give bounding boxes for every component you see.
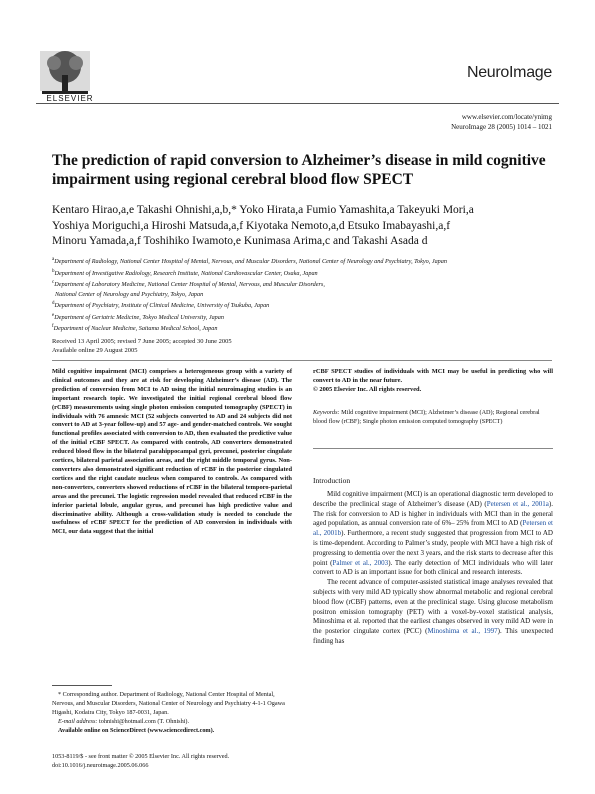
- authors-line: Kentaro Hirao,a,e Takashi Ohnishi,a,b,* Yoko Hirata,a Fumio Yamashita,a Takeyuki Mori,a: [52, 204, 474, 216]
- affiliations: [52, 255, 567, 334]
- journal-name: NeuroImage: [466, 64, 552, 81]
- affiliation: National Center of Neurology and Psychiatry, Tokyo, Japan: [55, 290, 204, 298]
- paragraph-text: ). The early detection of MCI individuals who will later convert to AD is an important issue for both clinical and research interests.: [313, 558, 553, 577]
- abstract-rule: [52, 360, 552, 361]
- citation-link[interactable]: Petersen et al., 2001a: [486, 499, 549, 508]
- affiliation: $^d$Department of Psychiatry, Institute of Clinical Medicine, University of Tsukuba, Japan: [52, 301, 270, 310]
- issn-line: 1053-8119/$ - see front matter © 2005 Elsevier Inc. All rights reserved.: [52, 753, 230, 760]
- affiliation-marker: a: [52, 257, 55, 262]
- email-label: E-mail address:: [58, 718, 98, 725]
- issn-block: [52, 752, 229, 770]
- online-date: Available online 29 August 2005: [52, 347, 138, 354]
- footnote: [52, 690, 292, 735]
- authors-line: Minoru Yamada,a,f Toshihiko Iwamoto,e Kunimasa Arima,c and Takashi Asada d: [52, 235, 428, 247]
- abstract-continued: rCBF SPECT studies of individuals with MCI may be useful in predicting who will convert to AD in the near future.: [313, 368, 553, 384]
- keywords-label: Keywords:: [313, 409, 340, 416]
- article-dates: [52, 337, 232, 355]
- intro-paragraph: [313, 578, 553, 647]
- paragraph-text: ). The risk for conversion to AD is higher in individuals with MCI than in the general aged population, as annual conversion rate of 6%– 25% from MCI to AD (: [313, 499, 553, 528]
- affiliation: $^b$Department of Investigative Radiology, Research Institute, National Cardiovascular Center, Osaka, Japan: [52, 268, 318, 277]
- paragraph-text: ). This unexpected finding has: [313, 627, 553, 645]
- affiliation: $^a$Department of Radiology, National Center Hospital of Mental, Nervous, and Muscular Disorders, National Center of Neurology and Psychiatry, Tokyo, Japan: [52, 257, 447, 266]
- corresponding-author: * Corresponding author. Department of Radiology, National Center Hospital of Mental, Nervous, and Muscular Disorders, National Center of Neurology and Psychiatry 4-1-1 Ogawa Higashi, Kodaira City, Tokyo 187-0031, Japan.: [52, 691, 285, 716]
- header-rule: [36, 103, 559, 104]
- keywords: [313, 408, 553, 426]
- affiliation-marker: e: [52, 312, 55, 318]
- affiliation-marker: d: [52, 301, 55, 307]
- doi-line[interactable]: doi:10.1016/j.neuroimage.2005.06.066: [52, 762, 149, 769]
- abstract-text: Mild cognitive impairment (MCI) comprises a heterogeneous group with a variety of clinical outcomes and they are at risk for developing Alzheimer’s disease (AD). The prediction of conversion from MCI to AD using the initial neuroimaging studies is an important research topic. We investigated the initial regional cerebral blood flow (rCBF) measurements using single photon emission computed tomography (SPECT) in individuals with 76 amnesic MCI (52 subjects converted to AD and 24 subjects did not convert to AD at 3-year follow-up) and 57 age- and gender-matched controls. We sought functional profiles associated with conversion to AD, then evaluated the predictive value of the initial rCBF SPECT. As compared with controls, AD converters demonstrated reduced blood flow in the bilateral parahippocampal gyri, precunei, posterior cingulate cortices, bilateral parietal association areas, and the right middle temporal gyrus. Non-converters also demonstrated significant reduction of rCBF in the posterior cingulated cortices and the right caudate nucleus when compared to controls. As compared with non-converters, converters showed reductions of rCBF in the bilateral temporo-parietal areas and the precunei. The logistic regression model revealed that reduced rCBF in the inferior parietal lobule, angular gyrus, and precunei has high predictive value and discriminative ability. Although a cross-validation study is needed to conclude the usefulness of rCBF SPECT for the prediction of AD conversion in individuals with MCI, our data suggest that the initial: [52, 368, 292, 536]
- citation-link[interactable]: Minoshima et al., 1997: [427, 627, 498, 636]
- article-title: The prediction of rapid conversion to Alzheimer’s disease in mild cognitive impairment using regional cerebral blood flow SPECT: [52, 152, 546, 188]
- affiliation-marker: f: [52, 324, 54, 330]
- affiliation-marker: c: [52, 280, 55, 286]
- affiliation: $^f$Department of Nuclear Medicine, Saitama Medical School, Japan: [52, 324, 218, 333]
- intro-paragraph: [313, 490, 553, 578]
- introduction-body: [313, 490, 553, 647]
- journal-citation: NeuroImage 28 (2005) 1014 – 1021: [451, 123, 552, 131]
- paragraph-text: The recent advance of computer-assisted statistical image analyses revealed that subjects with very mild AD typically show abnormal metabolic and regional cerebral blood flow (rCBF) patterns, even at the preclinical stage. Using glucose metabolism positron emission tomography (PET) with a voxel-by-voxel statistical analysis, Minoshima et al. reported that the earliest changes observed in very mild AD were in the posterior cingulate cortex (PCC) (: [313, 578, 553, 636]
- journal-url[interactable]: www.elsevier.com/locate/ynimg: [461, 113, 552, 121]
- affiliation: $^e$Department of Geriatric Medicine, Tokyo Medical University, Japan: [52, 312, 224, 321]
- citation-link[interactable]: Petersen et al., 2001b: [313, 519, 553, 538]
- sciencedirect-notice: Available online on ScienceDirect (www.sciencedirect.com).: [58, 727, 215, 734]
- copyright-notice: © 2005 Elsevier Inc. All rights reserved.: [313, 386, 422, 393]
- section-heading: Introduction: [313, 476, 351, 485]
- authors-line: Yoshiya Moriguchi,a Hiroshi Matsuda,a,f Kiyotaka Nemoto,a,d Etsuko Imabayashi,a,f: [52, 219, 451, 232]
- citation-link[interactable]: Palmer et al., 2003: [332, 558, 389, 567]
- author-list: [52, 203, 562, 250]
- paragraph-text: Mild cognitive impairment (MCI) is an operational diagnostic term developed to describe the preclinical stage of Alzheimer’s disease (AD) (: [313, 490, 553, 508]
- keywords-list: Mild cognitive impairment (MCI); Alzheimer’s disease (AD); Regional cerebral blood flow (rCBF); Single photon emission computed tomography (SPECT): [313, 409, 540, 425]
- citation-block: [451, 112, 552, 132]
- received-date: Received 13 April 2005; revised 7 June 2005; accepted 30 June 2005: [52, 338, 232, 345]
- footnote-rule: [52, 685, 112, 686]
- publisher-name: ELSEVIER: [46, 94, 94, 103]
- affiliation: $^c$Department of Laboratory Medicine, National Center Hospital of Mental, Nervous, and Muscular Disorders,: [52, 280, 325, 289]
- keywords-rule: [313, 448, 553, 449]
- paragraph-text: ). Furthermore, a recent study suggested that progression from MCI to AD is time-dependent. According to Palmer’s study, people with MCI have a high risk of progressing to dementia over the next 3 years, and the risk starts to decrease after this point (: [313, 529, 553, 567]
- affiliation-marker: b: [52, 268, 55, 274]
- email-address[interactable]: tohnishi@hotmail.com (T. Ohnishi).: [99, 718, 189, 725]
